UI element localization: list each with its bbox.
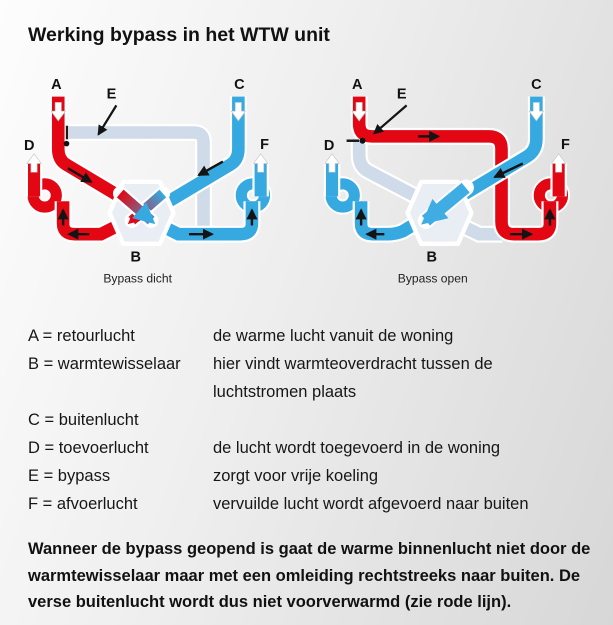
diagrams-row (5, 58, 593, 298)
legend-term: D = toevoerlucht (28, 439, 149, 457)
legend-desc (213, 406, 565, 434)
page-title: Werking bypass in het WTW unit (28, 24, 330, 46)
legend-term: B = warmtewisselaar (28, 355, 181, 373)
label-c: C (530, 76, 542, 93)
caption-bypass-open: Bypass open (397, 271, 468, 286)
label-f: F (260, 136, 269, 153)
label-c: C (234, 76, 245, 93)
footer-paragraph: Wanneer de bypass geopend is gaat de warme binnenlucht niet door de warmtewisselaar maar met een omleiding rechtstreeks naar buiten. De verse buitenlucht wordt dus niet voorverwarmd (zie rode lijn). (28, 540, 591, 611)
caption-bypass-closed: Bypass dicht (103, 271, 172, 286)
legend-term: C = buitenlucht (28, 411, 139, 429)
label-d: D (323, 137, 334, 154)
legend-desc: zorgt voor vrije koeling (213, 467, 379, 485)
legend-desc: de lucht wordt toegevoerd in de woning (213, 439, 501, 457)
label-f: F (560, 136, 570, 153)
legend-term: E = bypass (28, 467, 111, 485)
legend-term: A = retourlucht (28, 327, 135, 345)
bypass-open-diagram (303, 58, 594, 298)
legend-term: F = afvoerlucht (28, 495, 138, 513)
bypass-closed-diagram (5, 58, 296, 298)
label-e: E (106, 86, 117, 103)
legend (28, 322, 593, 518)
legend-desc: vervuilde lucht wordt afgevoerd naar buiten (213, 495, 529, 513)
label-a: A (351, 76, 362, 93)
label-e: E (396, 86, 407, 103)
legend-desc: hier vindt warmteoverdracht tussen de luchtstromen plaats (213, 355, 493, 401)
label-b: B (426, 249, 437, 266)
legend-desc: de warme lucht vanuit de woning (213, 327, 454, 345)
label-d: D (23, 137, 35, 154)
label-a: A (51, 76, 62, 93)
label-b: B (130, 249, 141, 266)
